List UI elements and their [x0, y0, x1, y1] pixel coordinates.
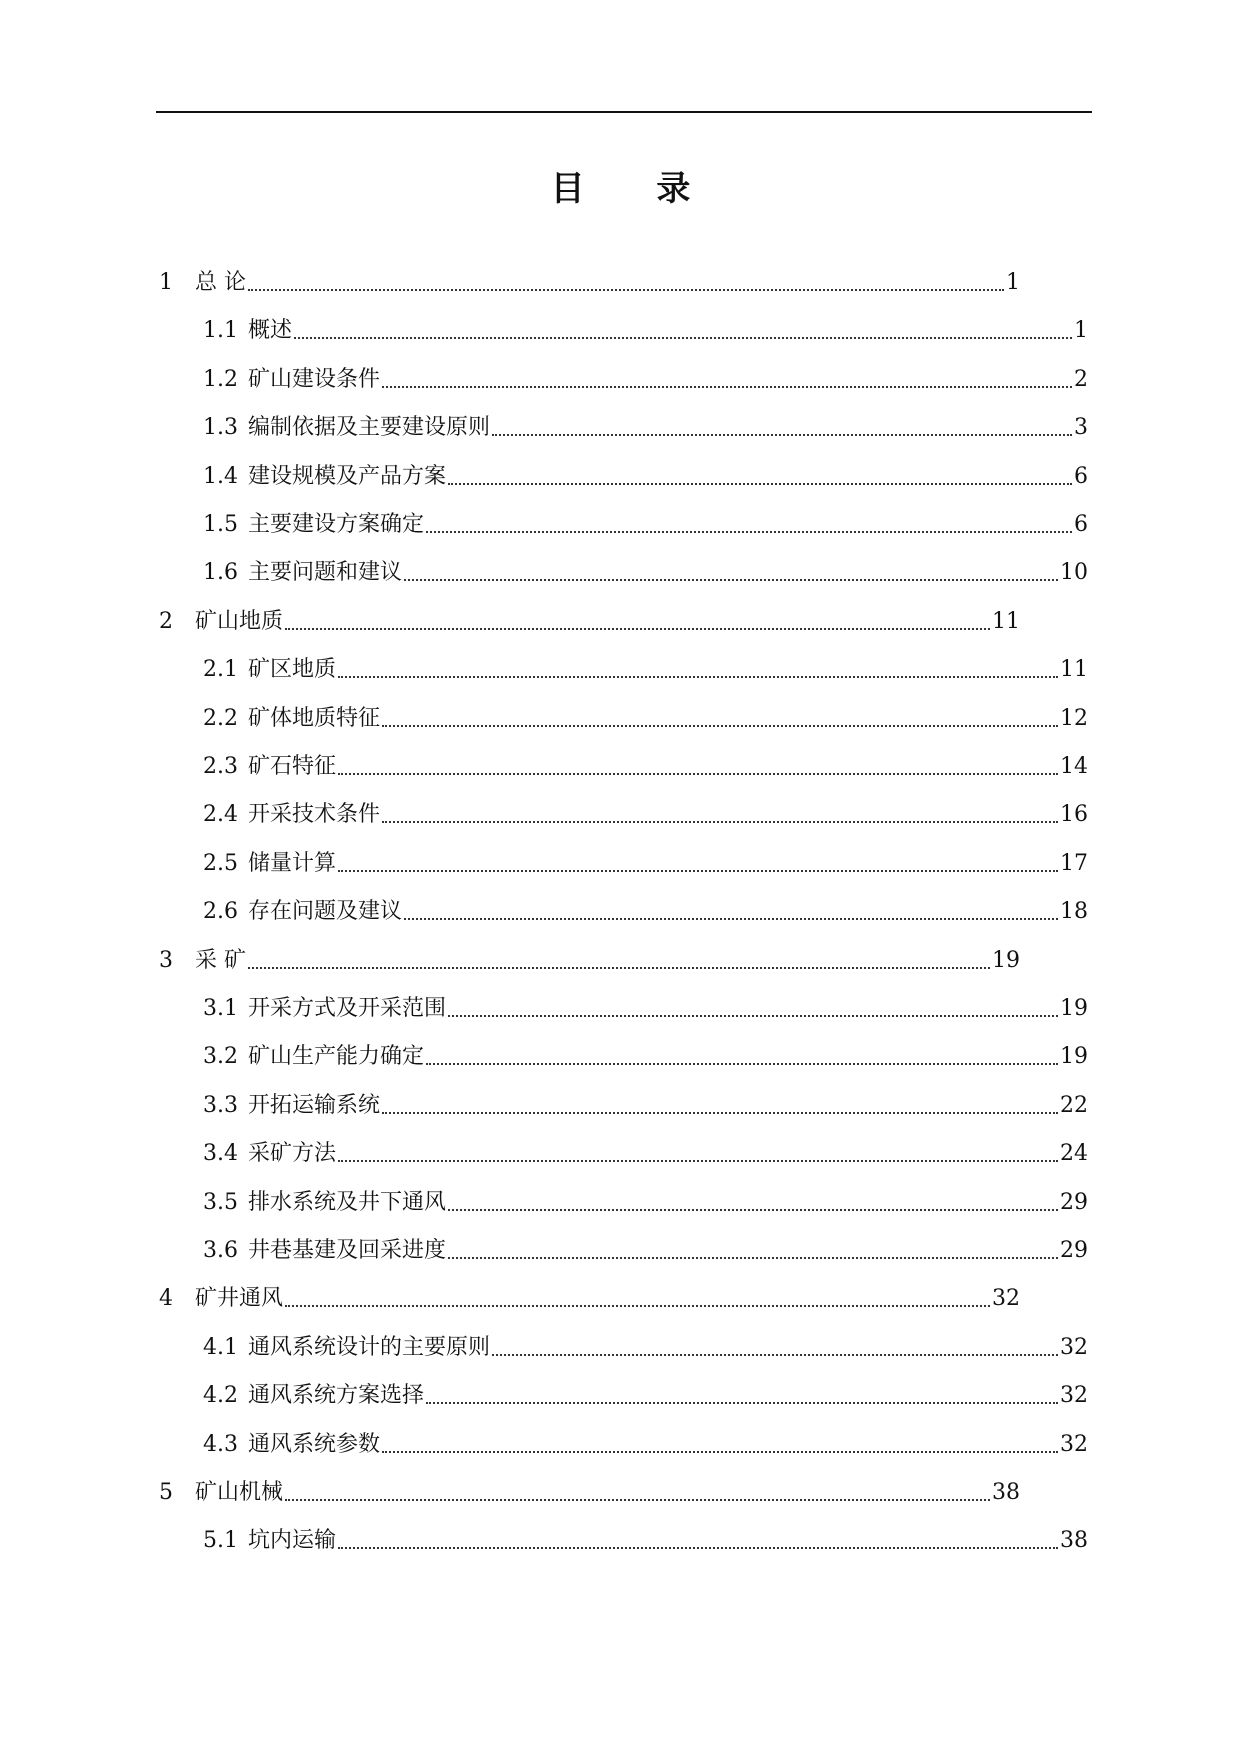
toc-entry-2-6[interactable]	[203, 895, 1088, 929]
toc-entry-label: 存在问题及建议	[248, 899, 403, 925]
toc-entry-3-6[interactable]	[203, 1234, 1088, 1268]
toc-entry-label: 开采技术条件	[248, 802, 381, 828]
toc-entry-5[interactable]	[159, 1476, 1020, 1510]
toc-entry-4-2[interactable]	[203, 1379, 1088, 1413]
toc-entry-label: 开采方式及开采范围	[248, 996, 447, 1021]
toc-dot-leader	[338, 1160, 1058, 1162]
toc-entry-page-number: 29	[1060, 1238, 1088, 1263]
toc-entry-label: 采 矿	[195, 947, 246, 973]
toc-entry-page-number: 16	[1060, 802, 1088, 828]
toc-entry-number: 4	[159, 1286, 173, 1312]
toc-entry-label: 主要建设方案确定	[248, 512, 425, 537]
toc-entry-label: 坑内运输	[248, 1528, 337, 1554]
toc-entry-label: 矿井通风	[195, 1286, 284, 1312]
toc-dot-leader	[248, 289, 1004, 291]
toc-entry-3-3[interactable]	[203, 1089, 1088, 1123]
toc-entry-3[interactable]	[159, 944, 1020, 978]
toc-dot-leader	[404, 579, 1058, 581]
toc-entry-number: 4.1	[203, 1334, 238, 1360]
toc-entry-page-number: 19	[992, 947, 1020, 973]
toc-entry-label: 主要问题和建议	[248, 560, 403, 586]
toc-entry-4-3[interactable]	[203, 1428, 1088, 1462]
toc-entry-label: 采矿方法	[248, 1141, 337, 1167]
toc-entry-number: 1.5	[203, 512, 238, 537]
toc-entry-page-number: 17	[1060, 850, 1088, 876]
toc-entry-label: 通风系统方案选择	[248, 1383, 425, 1409]
toc-dot-leader	[338, 676, 1058, 678]
toc-entry-page-number: 22	[1060, 1092, 1088, 1118]
toc-dot-leader	[285, 1499, 990, 1501]
toc-entry-page-number: 32	[1060, 1334, 1088, 1360]
toc-dot-leader	[382, 821, 1058, 823]
toc-entry-page-number: 2	[1074, 366, 1088, 392]
toc-entry-page-number: 6	[1074, 463, 1088, 489]
toc-entry-5-1[interactable]	[203, 1524, 1088, 1558]
toc-entry-page-number: 38	[1060, 1528, 1088, 1554]
toc-entry-number: 1.2	[203, 366, 238, 392]
toc-entry-label: 建设规模及产品方案	[248, 463, 447, 489]
toc-entry-page-number: 19	[1060, 996, 1088, 1021]
toc-entry-number: 5.1	[203, 1528, 238, 1554]
toc-dot-leader	[382, 386, 1072, 388]
toc-entry-page-number: 1	[1006, 270, 1020, 295]
toc-entry-2-2[interactable]	[203, 702, 1088, 736]
header-rule	[156, 111, 1092, 113]
toc-entry-label: 总 论	[195, 270, 246, 295]
toc-entry-label: 矿山建设条件	[248, 366, 381, 392]
page-title: 目 录	[550, 169, 721, 209]
toc-entry-page-number: 10	[1060, 560, 1088, 586]
toc-entry-2-4[interactable]	[203, 798, 1088, 832]
toc-entry-number: 1.4	[203, 463, 238, 489]
toc-entry-number: 2.1	[203, 657, 238, 683]
toc-entry-number: 3.1	[203, 996, 238, 1021]
toc-entry-page-number: 38	[992, 1480, 1020, 1505]
toc-entry-label: 编制依据及主要建设原则	[248, 415, 491, 441]
toc-entry-4-1[interactable]	[203, 1331, 1088, 1365]
toc-entry-number: 1.1	[203, 318, 238, 344]
toc-dot-leader	[492, 1354, 1058, 1356]
toc-entry-number: 3.4	[203, 1141, 238, 1167]
toc-dot-leader	[294, 337, 1072, 339]
toc-entry-page-number: 18	[1060, 899, 1088, 925]
toc-entry-label: 储量计算	[248, 850, 337, 876]
toc-entry-page-number: 3	[1074, 415, 1088, 441]
toc-entry-label: 通风系统参数	[248, 1431, 381, 1457]
toc-entry-1-6[interactable]	[203, 556, 1088, 590]
toc-entry-3-1[interactable]	[203, 992, 1088, 1026]
toc-entry-1-2[interactable]	[203, 363, 1088, 397]
toc-dot-leader	[248, 967, 990, 969]
toc-entry-label: 矿区地质	[248, 657, 337, 683]
toc-entry-number: 3.5	[203, 1189, 238, 1215]
toc-dot-leader	[448, 1209, 1058, 1211]
toc-dot-leader	[285, 628, 990, 630]
toc-entry-1-4[interactable]	[203, 460, 1088, 494]
toc-entry-2-1[interactable]	[203, 653, 1088, 687]
toc-entry-label: 矿山机械	[195, 1480, 284, 1505]
toc-dot-leader	[404, 918, 1058, 920]
toc-dot-leader	[338, 1547, 1058, 1549]
toc-entry-number: 2.5	[203, 850, 238, 876]
toc-entry-page-number: 1	[1074, 318, 1088, 344]
toc-dot-leader	[382, 725, 1058, 727]
toc-dot-leader	[285, 1305, 990, 1307]
toc-entry-page-number: 24	[1060, 1141, 1088, 1167]
toc-entry-4[interactable]	[159, 1282, 1020, 1316]
toc-entry-2-3[interactable]	[203, 750, 1088, 784]
toc-dot-leader	[382, 1451, 1058, 1453]
toc-entry-number: 4.2	[203, 1383, 238, 1409]
toc-dot-leader	[426, 531, 1072, 533]
toc-entry-3-2[interactable]	[203, 1040, 1088, 1074]
toc-entry-page-number: 32	[1060, 1383, 1088, 1409]
toc-entry-number: 1.3	[203, 415, 238, 441]
toc-entry-number: 3.3	[203, 1092, 238, 1118]
toc-entry-page-number: 32	[992, 1286, 1020, 1312]
toc-entry-number: 4.3	[203, 1431, 238, 1457]
toc-entry-3-4[interactable]	[203, 1137, 1088, 1171]
toc-entry-1-1[interactable]	[203, 314, 1088, 348]
toc-entry-page-number: 19	[1060, 1044, 1088, 1070]
toc-entry-label: 矿体地质特征	[248, 705, 381, 731]
toc-entry-label: 矿山生产能力确定	[248, 1044, 425, 1070]
toc-entry-number: 1.6	[203, 560, 238, 586]
toc-entry-number: 2.2	[203, 705, 238, 731]
toc-entry-number: 5	[159, 1480, 173, 1505]
toc-entry-label: 矿石特征	[248, 754, 337, 779]
toc-dot-leader	[382, 1112, 1058, 1114]
toc-entry-number: 2.4	[203, 802, 238, 828]
toc-entry-3-5[interactable]	[203, 1186, 1088, 1220]
toc-entry-page-number: 32	[1060, 1431, 1088, 1457]
toc-entry-label: 概述	[248, 318, 293, 344]
toc-entry-1[interactable]	[159, 266, 1020, 300]
toc-entry-number: 2	[159, 608, 173, 634]
toc-entry-page-number: 14	[1060, 754, 1088, 779]
toc-entry-2-5[interactable]	[203, 847, 1088, 881]
toc-dot-leader	[426, 1402, 1058, 1404]
toc-entry-number: 3.6	[203, 1238, 238, 1263]
toc-entry-1-3[interactable]	[203, 411, 1088, 445]
toc-dot-leader	[448, 1015, 1058, 1017]
toc-entry-label: 排水系统及井下通风	[248, 1189, 447, 1215]
toc-entry-number: 3	[159, 947, 173, 973]
toc-entry-page-number: 6	[1074, 512, 1088, 537]
toc-entry-2[interactable]	[159, 605, 1020, 639]
toc-dot-leader	[426, 1063, 1058, 1065]
toc-entry-number: 1	[159, 270, 173, 295]
toc-entry-1-5[interactable]	[203, 508, 1088, 542]
toc-entry-number: 3.2	[203, 1044, 238, 1070]
toc-entry-label: 矿山地质	[195, 608, 284, 634]
toc-entry-number: 2.3	[203, 754, 238, 779]
toc-dot-leader	[448, 483, 1072, 485]
toc-dot-leader	[492, 434, 1072, 436]
toc-dot-leader	[338, 773, 1058, 775]
toc-dot-leader	[448, 1257, 1058, 1259]
toc-entry-label: 井巷基建及回采进度	[248, 1238, 447, 1263]
toc-entry-page-number: 11	[1060, 657, 1088, 683]
toc-entry-label: 开拓运输系统	[248, 1092, 381, 1118]
toc-entry-page-number: 29	[1060, 1189, 1088, 1215]
toc-entry-page-number: 12	[1060, 705, 1088, 731]
toc-entry-number: 2.6	[203, 899, 238, 925]
toc-entry-label: 通风系统设计的主要原则	[248, 1334, 491, 1360]
toc-dot-leader	[338, 870, 1058, 872]
toc-entry-page-number: 11	[992, 608, 1020, 634]
